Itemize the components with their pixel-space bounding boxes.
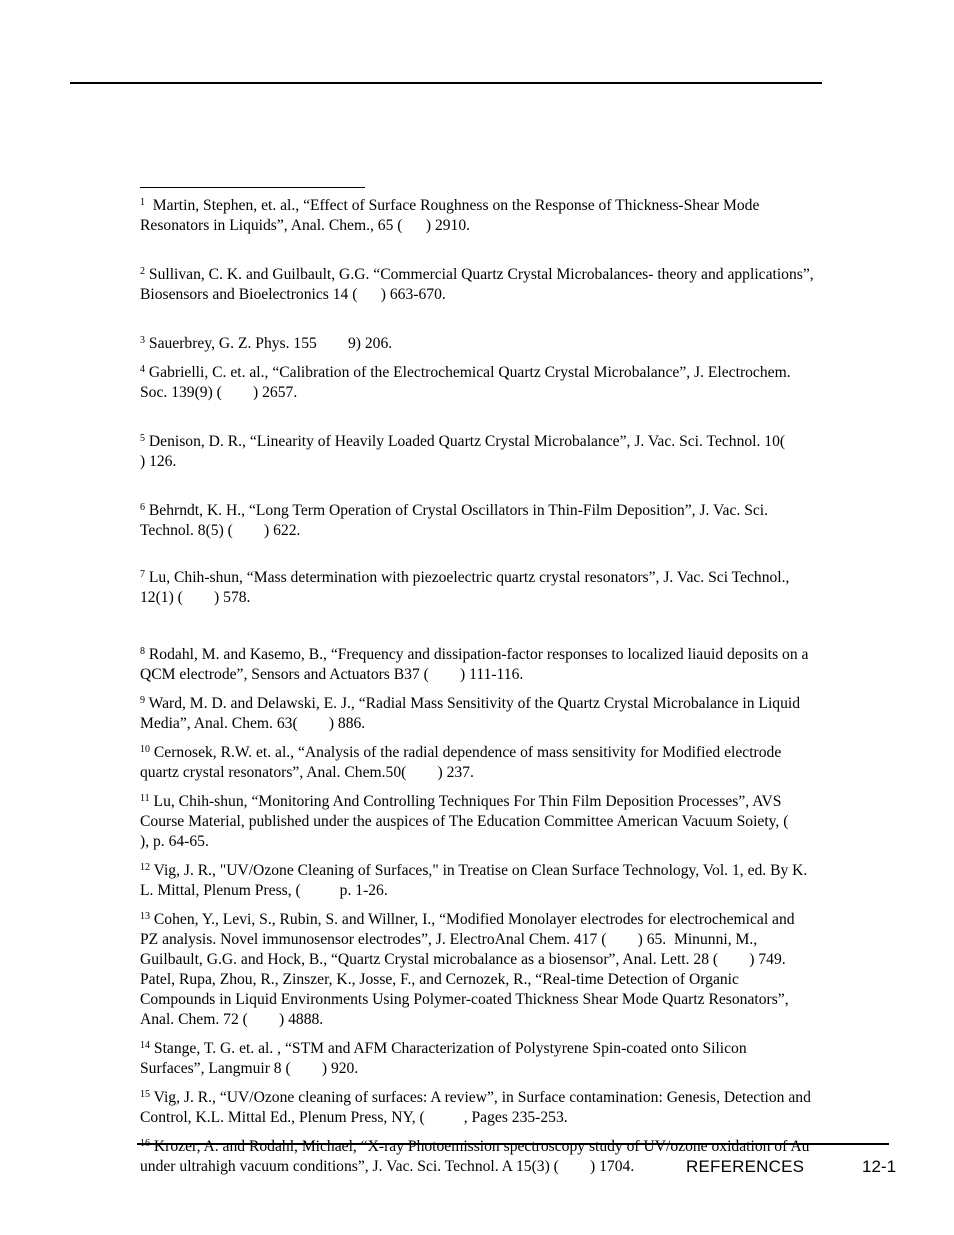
reference-item — [140, 910, 815, 1030]
reference-item — [140, 1039, 815, 1079]
reference-list — [140, 196, 820, 1186]
reference-text: Sullivan, C. K. and Guilbault, G.G. “Commercial Quartz Crystal Microbalances- theory and applications”, Biosensors and Bioelectronics 14 ( ) 663-670. — [140, 266, 818, 303]
header-rule — [70, 82, 822, 84]
reference-number: 11 — [140, 793, 150, 804]
reference-text: Cernosek, R.W. et. al., “Analysis of the radial dependence of mass sensitivity for Modified electrode quartz crystal resonators”, Anal. Chem.50( ) 237. — [140, 744, 786, 781]
reference-item — [140, 568, 815, 608]
reference-text: Stange, T. G. et. al. , “STM and AFM Characterization of Polystyrene Spin-coated onto Silicon Surfaces”, Langmuir 8 ( ) 920. — [140, 1040, 751, 1077]
reference-number: 5 — [140, 433, 145, 444]
reference-number: 4 — [140, 364, 145, 375]
reference-text: Ward, M. D. and Delawski, E. J., “Radial Mass Sensitivity of the Quartz Crystal Microbalance in Liquid Media”, Anal. Chem. 63( ) 886. — [140, 695, 804, 732]
reference-text: Sauerbrey, G. Z. Phys. 155 9) 206. — [148, 335, 393, 352]
reference-text: Rodahl, M. and Kasemo, B., “Frequency and dissipation-factor responses to localized liauid deposits on a QCM electrode”, Sensors and Actuators B37 ( ) 111-116. — [140, 646, 813, 683]
reference-text: Denison, D. R., “Linearity of Heavily Loaded Quartz Crystal Microbalance”, J. Vac. Sci. Technol. 10( ) 126. — [140, 433, 817, 470]
reference-text: Cohen, Y., Levi, S., Rubin, S. and Willner, I., “Modified Monolayer electrodes for electrochemical and PZ analysis. Novel immunosensor electrodes”, J. ElectroAnal Chem. 417 ( ) 65. Minunni, M., Guilbault, G.G. and Hock, B., “Quartz Crystal microbalance as a biosensor”, Anal. Lett. 28 ( ) 749. Patel, Rupa, Zhou, R., Zinszer, K., Josse, F., and Cernozek, R., “Real-time Detection of Organic Compounds in Liquid Environments Using Polymer-coated Thickness Shear Mode Quartz Resonators”, Anal. Chem. 72 ( ) 4888. — [140, 911, 799, 1028]
footer-section-label: REFERENCES — [686, 1157, 805, 1176]
reference-item — [140, 694, 815, 734]
reference-item — [140, 645, 815, 685]
reference-number: 13 — [140, 911, 150, 922]
reference-text: Gabrielli, C. et. al., “Calibration of the Electrochemical Quartz Crystal Microbalance”, J. Electrochem. Soc. 139(9) ( ) 2657. — [140, 364, 795, 401]
reference-text: Lu, Chih-shun, “Monitoring And Controlling Techniques For Thin Film Deposition Processes”, AVS Course Material, published under the auspices of The Education Committee American Vacuum Soiety, ( ), p. 64-65. — [140, 793, 820, 850]
reference-item — [140, 501, 815, 541]
reference-item — [140, 363, 815, 403]
reference-text: Vig, J. R., "UV/Ozone Cleaning of Surfaces," in Treatise on Clean Surface Technology, Vol. 1, ed. By K. L. Mittal, Plenum Press, ( p. 1-26. — [140, 862, 812, 899]
reference-text: Martin, Stephen, et. al., “Effect of Surface Roughness on the Response of Thickness-Shear Mode Resonators in Liquids”, Anal. Chem., 65 ( ) 2910. — [140, 197, 764, 234]
footer-rule — [137, 1143, 889, 1145]
reference-number: 7 — [140, 569, 145, 580]
page-number: 12-1 — [862, 1157, 897, 1176]
reference-number: 6 — [140, 502, 145, 513]
reference-item — [140, 196, 815, 236]
reference-item — [140, 265, 818, 305]
reference-item — [140, 792, 820, 852]
reference-number: 8 — [140, 646, 145, 657]
reference-number: 10 — [140, 744, 150, 755]
reference-item — [140, 1088, 815, 1128]
reference-text: Vig, J. R., “UV/Ozone cleaning of surfaces: A review”, in Surface contamination: Genesis, Detection and Control, K.L. Mittal Ed., Plenum Press, NY, ( , Pages 235-253. — [140, 1089, 815, 1126]
reference-number: 14 — [140, 1040, 150, 1051]
reference-number: 12 — [140, 862, 150, 873]
reference-item — [140, 743, 815, 783]
footnote-separator — [140, 187, 365, 188]
reference-item — [140, 432, 815, 472]
reference-text: Lu, Chih-shun, “Mass determination with piezoelectric quartz crystal resonators”, J. Vac. Sci Technol., 12(1) ( ) 578. — [140, 569, 794, 606]
reference-item — [140, 334, 815, 354]
reference-number: 1 — [140, 197, 145, 208]
reference-number: 16 — [140, 1138, 150, 1149]
reference-number: 3 — [140, 335, 145, 346]
reference-number: 9 — [140, 695, 145, 706]
reference-item — [140, 861, 815, 901]
reference-text: Behrndt, K. H., “Long Term Operation of Crystal Oscillators in Thin-Film Deposition”, J. Vac. Sci. Technol. 8(5) ( ) 622. — [140, 502, 772, 539]
reference-number: 15 — [140, 1089, 150, 1100]
reference-number: 2 — [140, 266, 145, 277]
reference-text: Krozer, A. and Rodahl, Michael, “X-ray Photoemission spectroscopy study of UV/ozone oxidation of Au under ultrahigh vacuum conditions”, J. Vac. Sci. Technol. A 15(3) ( ) 1704. — [140, 1138, 814, 1175]
